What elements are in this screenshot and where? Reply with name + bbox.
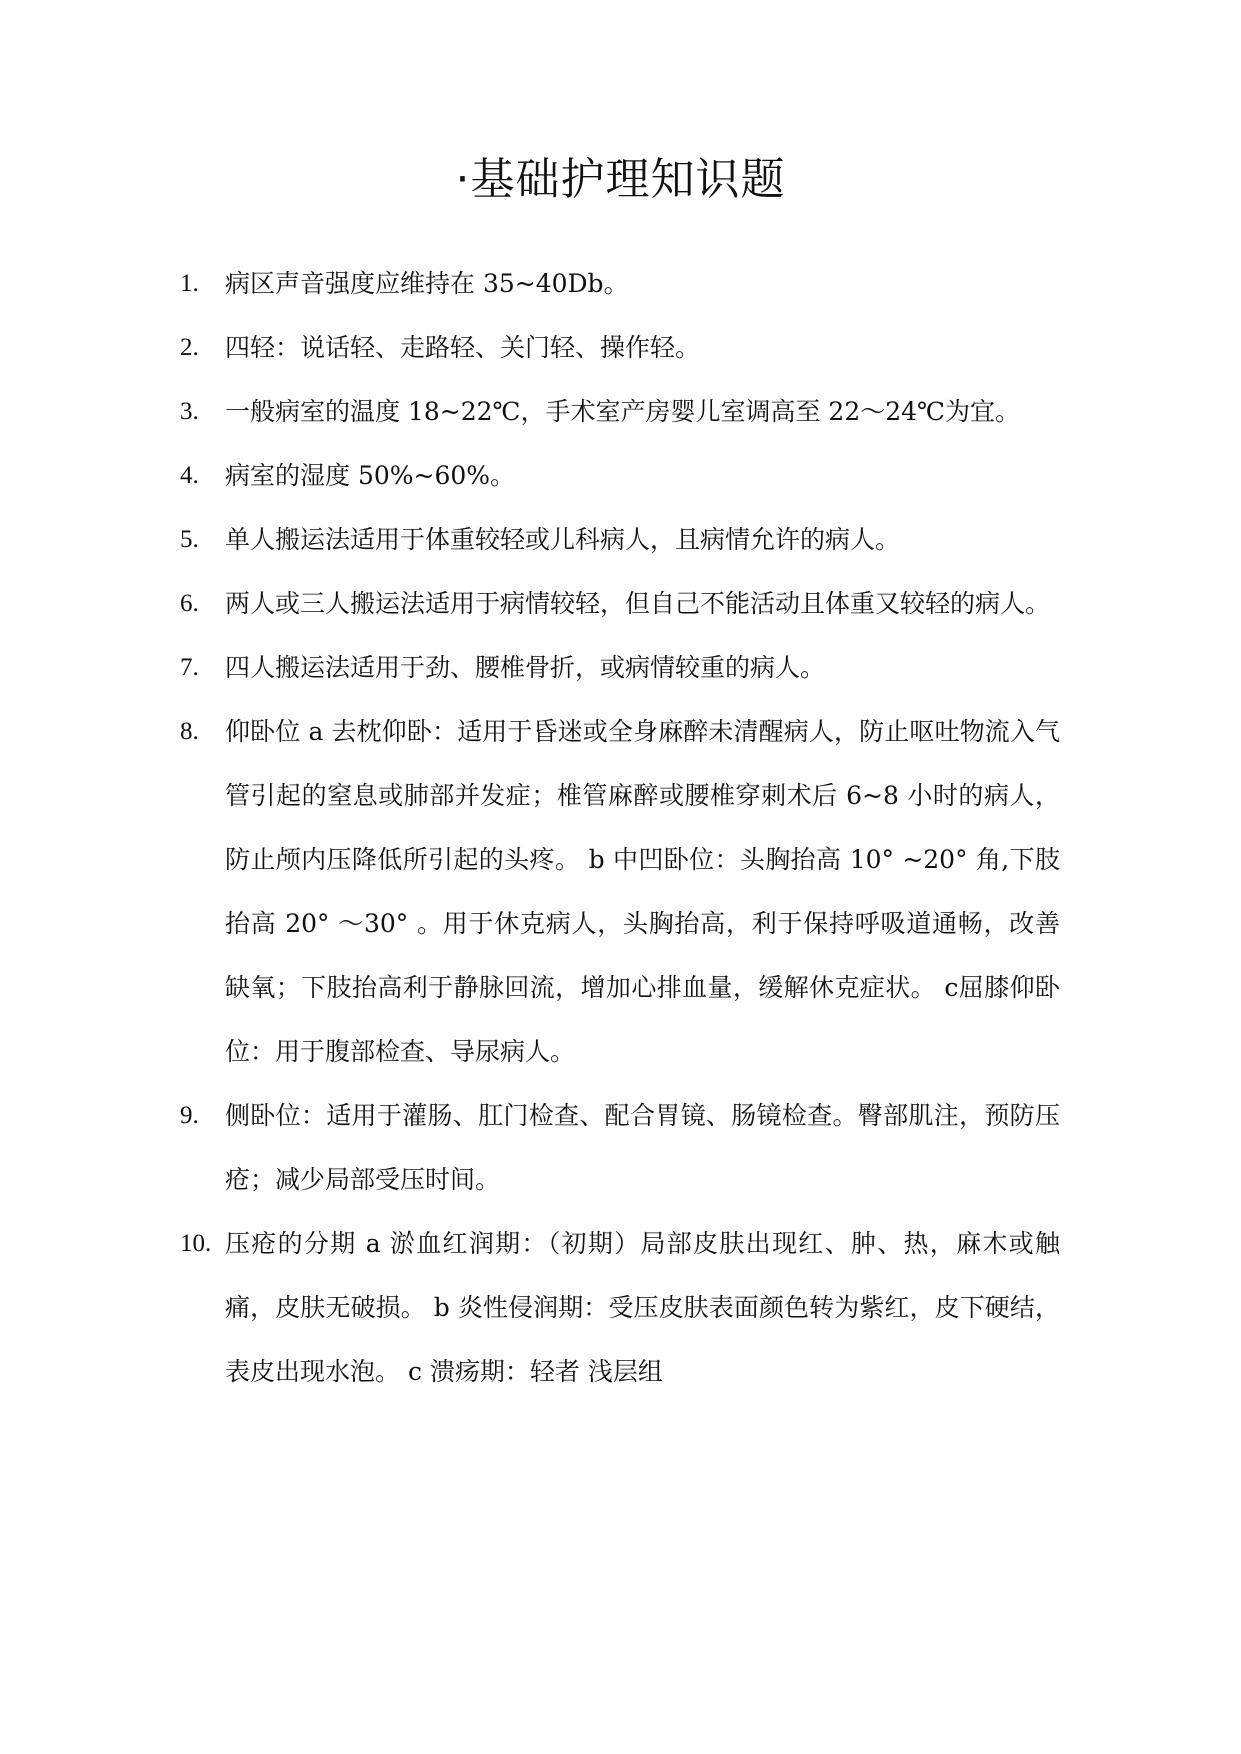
- item-number: 1.: [180, 270, 199, 297]
- item-text: 单人搬运法适用于体重较轻或儿科病人，且病情允许的病人。: [225, 525, 901, 554]
- item-number: 3.: [180, 398, 199, 425]
- list-item: [180, 252, 1060, 316]
- item-text: 病区声音强度应维持在 35~40Db。: [225, 269, 629, 298]
- list-item: [180, 572, 1060, 636]
- item-text: 四轻：说话轻、走路轻、关门轻、操作轻。: [225, 333, 701, 362]
- item-text: 病室的湿度 50%~60%。: [225, 461, 516, 490]
- question-list: [180, 252, 1060, 1404]
- item-number: 9.: [180, 1102, 199, 1129]
- list-item: [180, 316, 1060, 380]
- item-text: 仰卧位 a 去枕仰卧：适用于昏迷或全身麻醉未清醒病人，防止呕吐物流入气管引起的窒息或肺部并发症；椎管麻醉或腰椎穿刺术后 6~8 小时的病人，防止颅内压降低所引起的头疼。 b 中凹卧位：头胸抬高 10° ~20° 角,下肢抬高 20° ～30° 。用于休克病人，头胸抬高，利于保持呼吸道通畅，改善缺氧；下肢抬高利于静脉回流，增加心排血量，缓解休克症状。 c屈膝仰卧位：用于腹部检查、导尿病人。: [225, 717, 1060, 1066]
- list-item: [180, 700, 1060, 1084]
- list-item: [180, 1084, 1060, 1212]
- document-title: ·基础护理知识题: [455, 154, 786, 205]
- item-number: 10.: [180, 1230, 212, 1257]
- list-item: [180, 444, 1060, 508]
- item-text: 两人或三人搬运法适用于病情较轻，但自己不能活动且体重又较轻的病人。: [225, 589, 1051, 618]
- item-number: 5.: [180, 526, 199, 553]
- list-item: [180, 508, 1060, 572]
- item-text: 压疮的分期 a 淤血红润期：（初期）局部皮肤出现红、肿、热，麻木或触痛，皮肤无破损。 b 炎性侵润期：受压皮肤表面颜色转为紫红，皮下硬结，表皮出现水泡。 c 溃疡期：轻者 浅层组: [225, 1229, 1060, 1386]
- item-number: 2.: [180, 334, 199, 361]
- item-text: 一般病室的温度 18~22℃，手术室产房婴儿室调高至 22～24℃为宜。: [225, 397, 1021, 426]
- list-item: [180, 636, 1060, 700]
- item-text: 四人搬运法适用于劲、腰椎骨折，或病情较重的病人。: [225, 653, 826, 682]
- list-item: [180, 1212, 1060, 1404]
- item-number: 4.: [180, 462, 199, 489]
- list-item: [180, 380, 1060, 444]
- item-number: 6.: [180, 590, 199, 617]
- item-number: 8.: [180, 718, 199, 745]
- item-number: 7.: [180, 654, 199, 681]
- item-text: 侧卧位：适用于灌肠、肛门检查、配合胃镜、肠镜检查。臀部肌注，预防压疮；减少局部受压时间。: [225, 1101, 1060, 1194]
